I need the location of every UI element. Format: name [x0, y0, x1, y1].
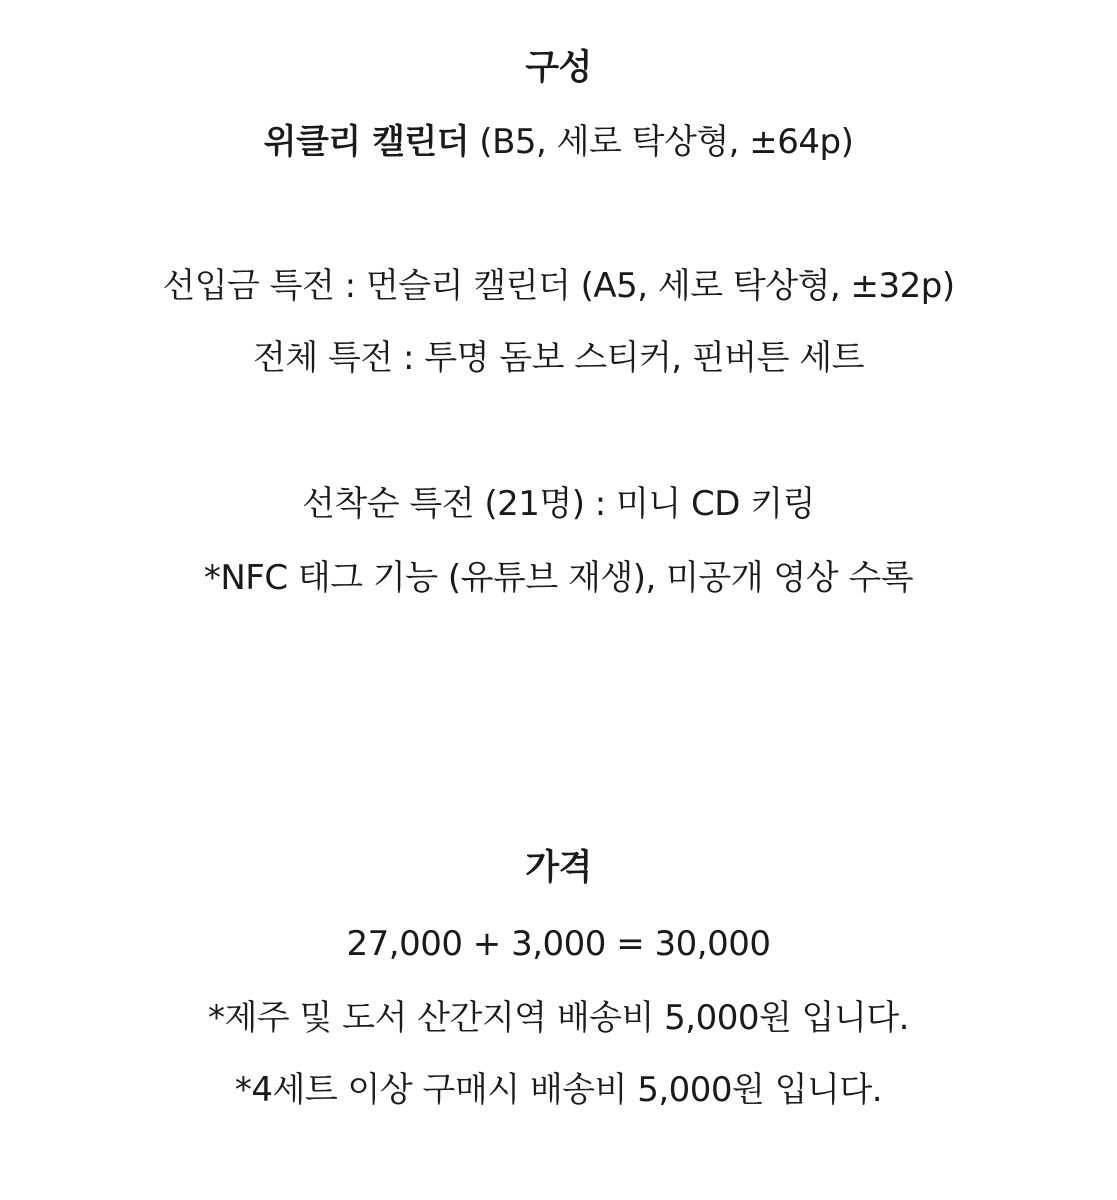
main-item-detail: (B5, 세로 탁상형, ±64p) — [469, 122, 854, 162]
shipping-note-jeju: *제주 및 도서 산간지역 배송비 5,000원 입니다. — [208, 998, 909, 1038]
nfc-note: *NFC 태그 기능 (유튜브 재생), 미공개 영상 수록 — [203, 558, 914, 598]
main-item-name: 위클리 캘린더 — [263, 122, 469, 162]
preorder-bonus: 선입금 특전 : 먼슬리 캘린더 (A5, 세로 탁상형, ±32p) — [162, 266, 955, 306]
shipping-note-bulk: *4세트 이상 구매시 배송비 5,000원 입니다. — [234, 1070, 883, 1110]
price-formula: 27,000 + 3,000 = 30,000 — [346, 924, 771, 964]
composition-heading: 구성 — [525, 48, 592, 88]
price-heading: 가격 — [525, 848, 592, 888]
main-item-line — [0, 120, 1117, 164]
first-come-bonus: 선착순 특전 (21명) : 미니 CD 키링 — [302, 484, 815, 524]
all-bonus: 전체 특전 : 투명 돔보 스티커, 핀버튼 세트 — [253, 338, 864, 378]
